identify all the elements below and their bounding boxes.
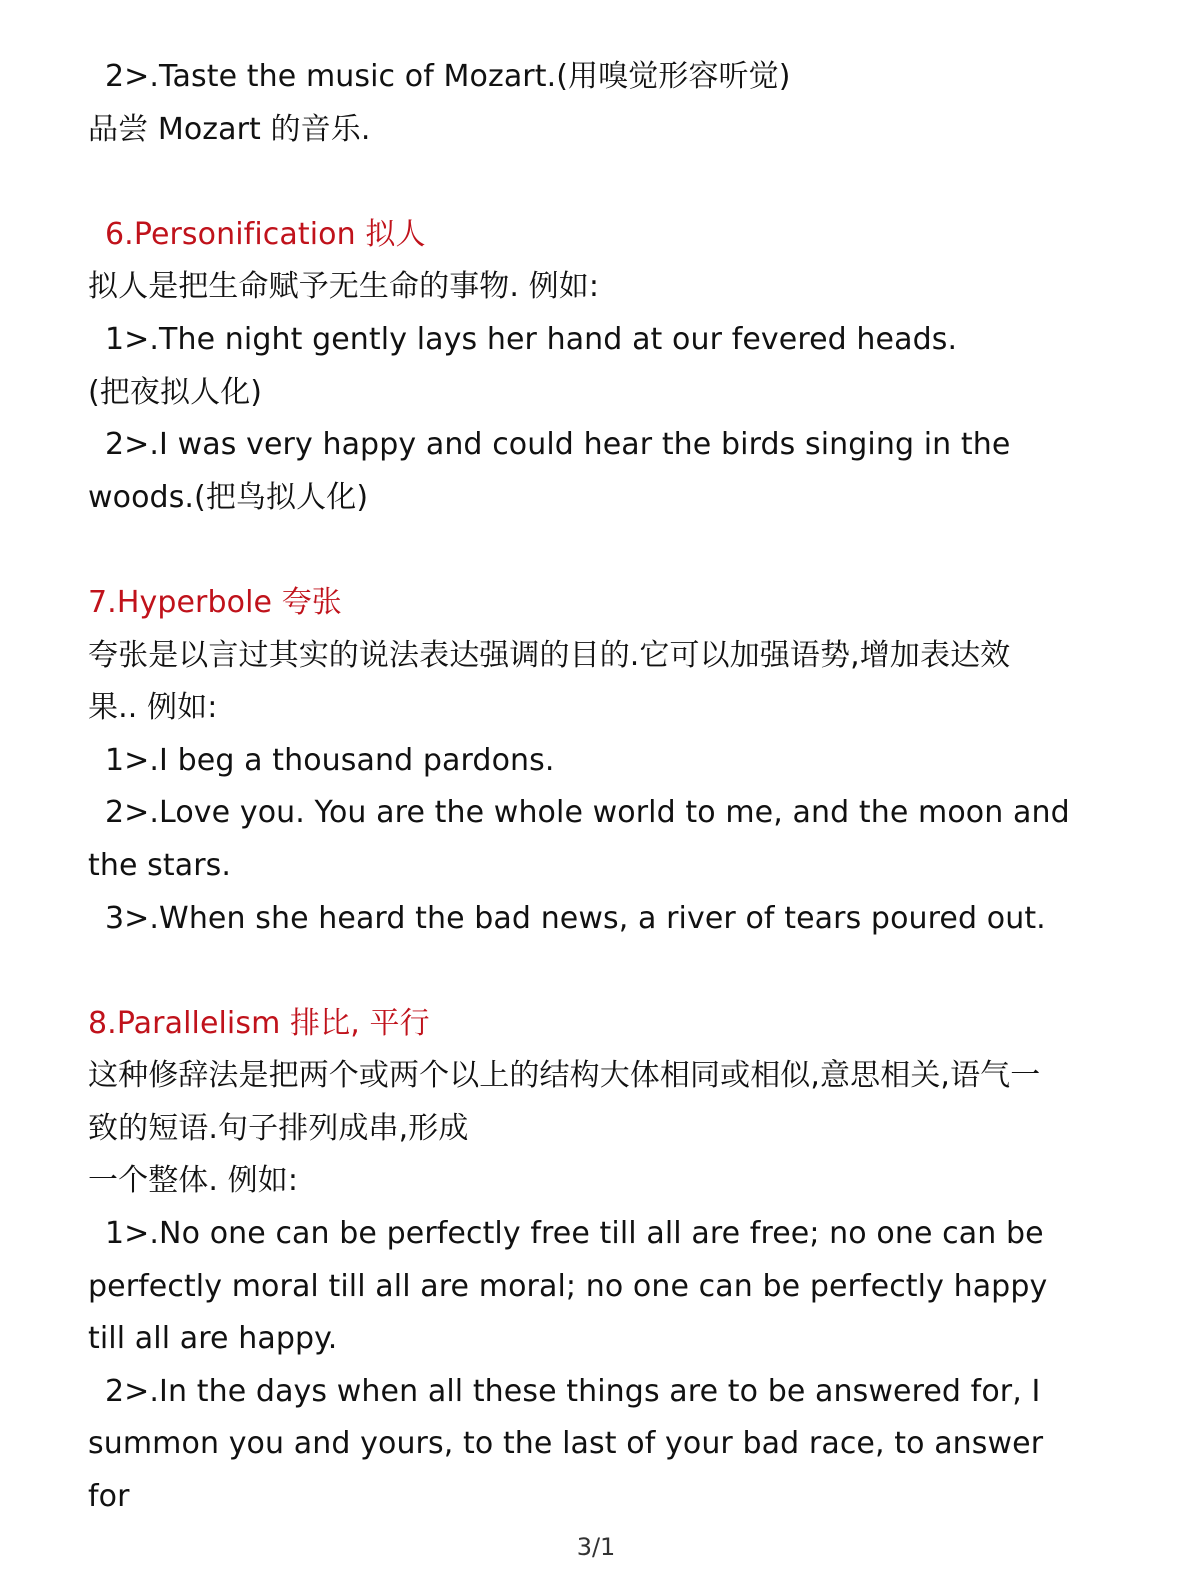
text-line: for — [88, 1479, 130, 1515]
text-line: 致的短语.句子排列成串,形成 — [88, 1110, 469, 1146]
text-line: perfectly moral till all are moral; no one can be perfectly happy — [88, 1268, 1048, 1304]
blank-line — [88, 524, 1118, 577]
text-line: 1>.The night gently lays her hand at our fevered heads. — [105, 321, 958, 357]
section-heading: 7.Hyperbole 夸张 — [88, 584, 342, 620]
blank-line — [88, 945, 1118, 998]
text-line: 1>.I beg a thousand pardons. — [105, 742, 555, 778]
text-line: the stars. — [88, 847, 232, 883]
text-line: 2>.Love you. You are the whole world to me, and the moon and — [105, 795, 1070, 831]
section-heading: 8.Parallelism 排比, 平行 — [88, 1005, 430, 1041]
section-heading: 6.Personification 拟人 — [105, 216, 426, 252]
text-line: woods.(把鸟拟人化) — [88, 479, 369, 515]
document-body — [88, 51, 1118, 1524]
text-line: 品尝 Mozart 的音乐. — [88, 111, 371, 147]
text-line: 一个整体. 例如: — [88, 1163, 299, 1199]
text-line: 2>.In the days when all these things are to be answered for, I — [105, 1373, 1041, 1409]
text-line: 这种修辞法是把两个或两个以上的结构大体相同或相似,意思相关,语气一 — [88, 1058, 1041, 1094]
text-line: (把夜拟人化) — [88, 374, 263, 410]
text-line: till all are happy. — [88, 1321, 338, 1357]
text-line: 果.. 例如: — [88, 690, 218, 726]
page-number: 3/1 — [576, 1533, 616, 1561]
blank-line — [88, 156, 1118, 209]
text-line: summon you and yours, to the last of your bad race, to answer — [88, 1426, 1044, 1462]
text-line: 3>.When she heard the bad news, a river of tears poured out. — [105, 900, 1046, 936]
text-line: 2>.I was very happy and could hear the birds singing in the — [105, 427, 1011, 463]
text-line: 拟人是把生命赋予无生命的事物. 例如: — [88, 269, 600, 305]
text-line: 夸张是以言过其实的说法表达强调的目的.它可以加强语势,增加表达效 — [88, 637, 1011, 673]
text-line: 2>.Taste the music of Mozart.(用嗅觉形容听觉) — [105, 59, 791, 94]
text-line: 1>.No one can be perfectly free till all are free; no one can be — [105, 1216, 1044, 1252]
